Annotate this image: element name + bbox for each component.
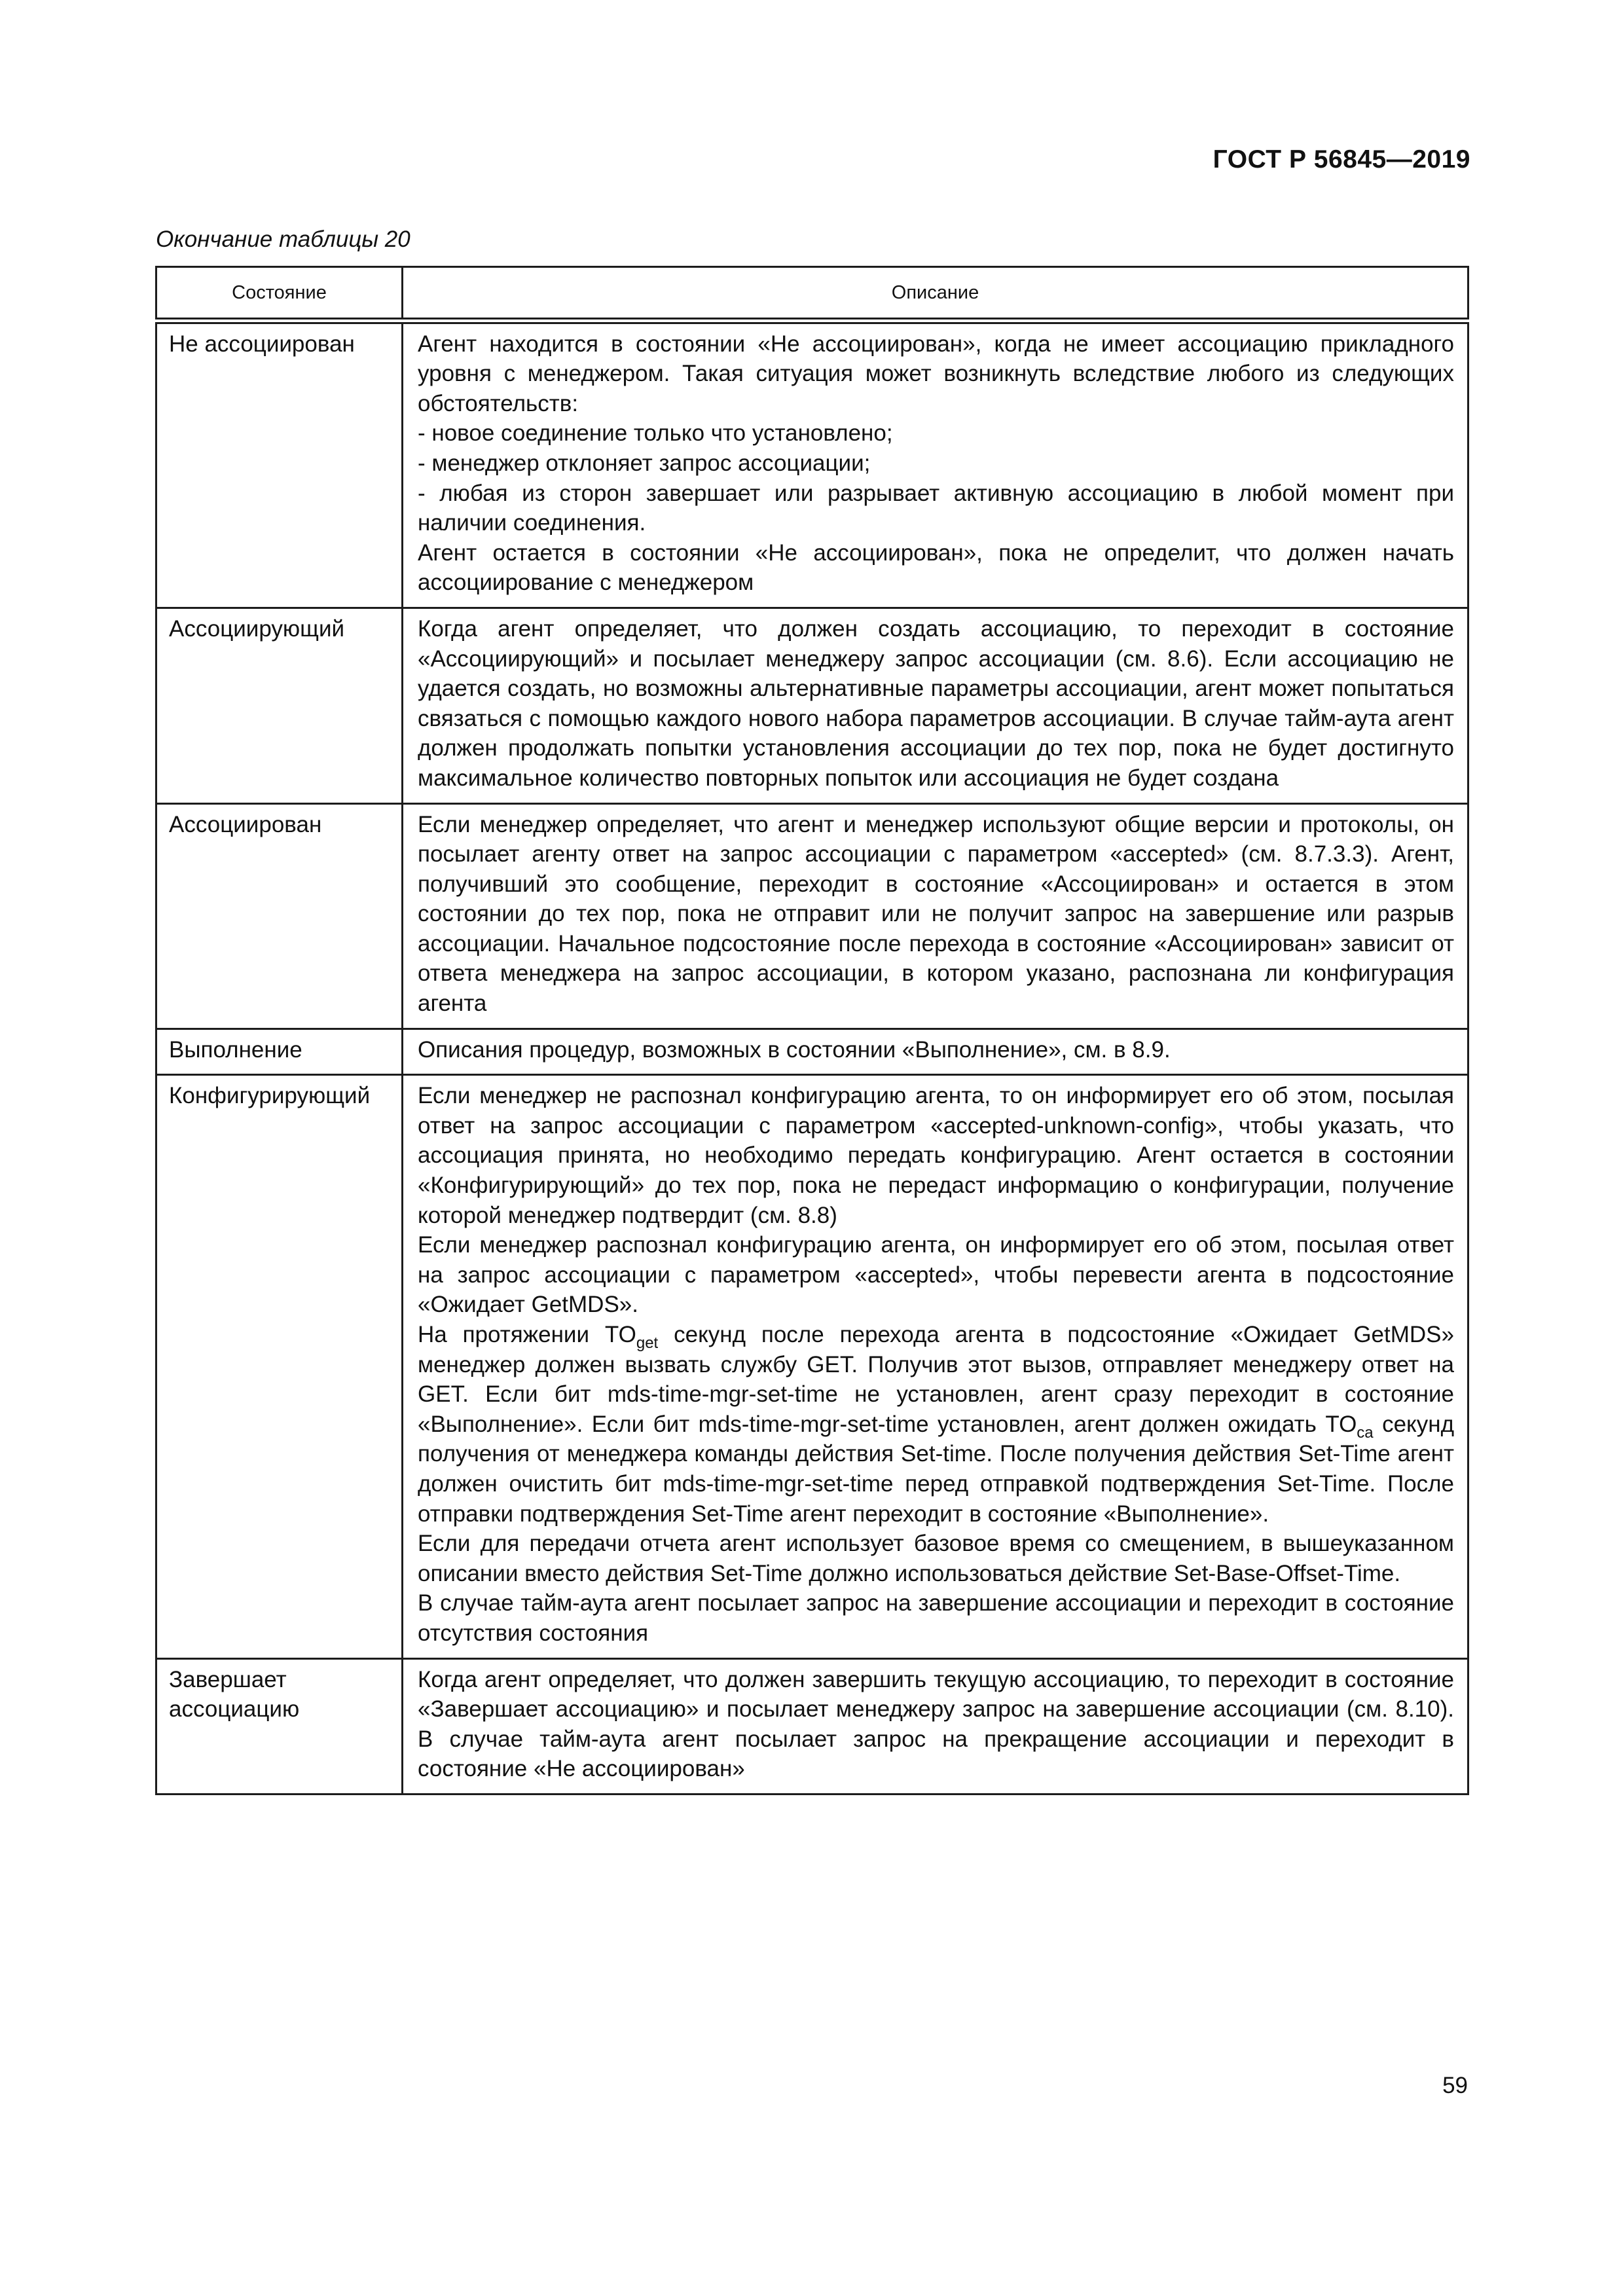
document-header: ГОСТ Р 56845—2019 bbox=[1213, 145, 1470, 173]
description-cell bbox=[403, 321, 1468, 608]
state-cell: Выполнение bbox=[156, 1029, 403, 1075]
state-cell: Ассоциирован bbox=[156, 803, 403, 1029]
state-cell: Ассоциирующий bbox=[156, 608, 403, 803]
state-cell: Конфигурирующий bbox=[156, 1075, 403, 1658]
subscript: get bbox=[636, 1334, 659, 1352]
table-caption: Окончание таблицы 20 bbox=[156, 227, 410, 252]
description-cell bbox=[403, 1029, 1468, 1075]
table-row bbox=[156, 321, 1468, 608]
description-paragraph: Когда агент определяет, что должен создать ассоциацию, то переходит в состояние «Ассоциирующий» и посылает менеджеру запрос ассоциации (см. 8.6). Если ассоциацию не удается создать, но возможны альтернативные параметры ассоциации, агент может попытаться связаться с помощью каждого нового набора параметров ассоциации. В случае тайм-аута агент должен продолжать попытки установления ассоциации до тех пор, пока не будет достигнуто максимальное количество повторных попыток или ассоциация не будет создана bbox=[418, 615, 1454, 791]
table-header-row bbox=[156, 267, 1468, 321]
column-header-state: Состояние bbox=[156, 267, 403, 321]
description-paragraph: Если менеджер распознал конфигурацию агента, он информирует его об этом, посылая ответ на запрос ассоциации с параметром «accepted», чтобы перевести агента в подсостояние «Ожидает GetMDS». bbox=[418, 1232, 1454, 1318]
text-run: секунд получения от менеджера команды действия Set-time. После получения действия Set-Time агент должен очистить бит mds-time-mgr-set-time перед отправкой подтверждения Set-Time. После отправки подтверждения Set-Time агент переходит в состояние «Выполнение». bbox=[418, 1411, 1454, 1527]
description-cell bbox=[403, 608, 1468, 803]
description-paragraph: - любая из сторон завершает или разрывает активную ассоциацию в любой момент при наличии соединения. bbox=[418, 480, 1454, 536]
states-table bbox=[155, 266, 1469, 1795]
description-paragraph: Если для передачи отчета агент использует базовое время со смещением, в вышеуказанном описании вместо действия Set-Time должно использоваться действие Set-Base-Offset-Time. bbox=[418, 1531, 1454, 1586]
table-row bbox=[156, 608, 1468, 803]
description-paragraph: Агент находится в состоянии «Не ассоциирован», когда не имеет ассоциацию прикладного уровня с менеджером. Такая ситуация может возникнуть вследствие любого из следующих обстоятельств: bbox=[418, 331, 1454, 416]
description-cell bbox=[403, 803, 1468, 1029]
description-paragraph: Если менеджер не распознал конфигурацию агента, то он информирует его об этом, посылая ответ на запрос ассоциации с параметром «accepted-unknown-config», чтобы указать, что ассоциация принята, но необходимо передать конфигурацию. Агент остается в состоянии «Конфигурирующий» до тех пор, пока не передаст информацию о конфигурации, получение которой менеджер подтвердит (см. 8.8) bbox=[418, 1083, 1454, 1228]
page-number: 59 bbox=[1442, 2073, 1468, 2098]
text-run: секунд после перехода агента в подсостояние «Ожидает GetMDS» менеджер должен вызвать службу GET. Получив этот вызов, отправляет менеджеру ответ на GET. Если бит mds-time-mgr-set-time не установлен, агент сразу переходит в состояние «Выполнение». Если бит mds-time-mgr-set-time установлен, агент должен ожидать TO bbox=[418, 1322, 1454, 1437]
description-paragraph: Описания процедур, возможных в состоянии «Выполнение», см. в 8.9. bbox=[418, 1036, 1171, 1063]
table-row bbox=[156, 1658, 1468, 1794]
description-paragraph: Агент остается в состоянии «Не ассоциирован», пока не определит, что должен начать ассоциирование с менеджером bbox=[418, 539, 1454, 596]
table-row bbox=[156, 1075, 1468, 1658]
description-paragraph bbox=[418, 1320, 1454, 1529]
table-row bbox=[156, 1029, 1468, 1075]
text-run: На протяжении TO bbox=[418, 1322, 636, 1347]
description-cell bbox=[403, 1075, 1468, 1658]
description-cell bbox=[403, 1658, 1468, 1794]
description-paragraph: В случае тайм-аута агент посылает запрос на завершение ассоциации и переходит в состояние отсутствия состояния bbox=[418, 1590, 1454, 1646]
description-paragraph: Когда агент определяет, что должен завершить текущую ассоциацию, то переходит в состояние «Завершает ассоциацию» и посылает менеджеру запрос на завершение ассоциации (см. 8.10). В случае тайм-аута агент посылает запрос на прекращение ассоциации и переходит в состояние «Не ассоциирован» bbox=[418, 1666, 1454, 1782]
state-cell: Не ассоциирован bbox=[156, 321, 403, 608]
description-paragraph: - новое соединение только что установлено; bbox=[418, 420, 893, 446]
description-paragraph: - менеджер отклоняет запрос ассоциации; bbox=[418, 450, 871, 476]
subscript: ca bbox=[1357, 1423, 1374, 1442]
table-row bbox=[156, 803, 1468, 1029]
description-paragraph: Если менеджер определяет, что агент и менеджер используют общие версии и протоколы, он посылает агенту ответ на запрос ассоциации с параметром «accepted» (см. 8.7.3.3). Агент, получивший это сообщение, переходит в состояние «Ассоциирован» и остается в этом состоянии до тех пор, пока не отправит или не получит запрос на завершение или разрыв ассоциации. Начальное подсостояние после перехода в состояние «Ассоциирован» зависит от ответа менеджера на запрос ассоциации, в котором указано, распознана ли конфигурация агента bbox=[418, 811, 1454, 1017]
state-cell: Завершает ассоциацию bbox=[156, 1658, 403, 1794]
column-header-description: Описание bbox=[403, 267, 1468, 321]
